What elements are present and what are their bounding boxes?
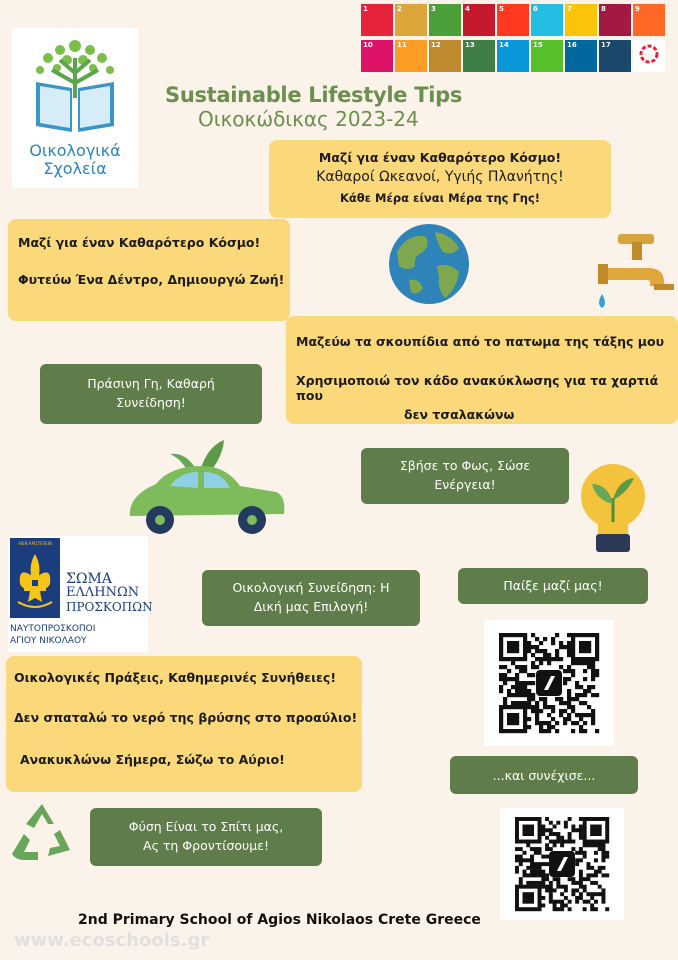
eco-schools-logo [12, 28, 138, 188]
tip-text: Μαζί για έναν Καθαρότερο Κόσμο! [318, 150, 562, 165]
recycle-icon [8, 800, 76, 866]
qr-code-continue[interactable] [500, 808, 624, 920]
school-footer: 2nd Primary School of Agios Nikolaos Crete Greece [78, 912, 481, 928]
eco-logo-text-2: Σχολεία [43, 159, 107, 178]
slogan-text: Πράσινη Γη, Καθαρή [87, 376, 215, 391]
sdg-goal-number: 11 [397, 41, 407, 49]
slogan-green-earth [40, 364, 262, 424]
tip-text: Μαζί για έναν Καθαρότερο Κόσμο! [18, 235, 261, 250]
qr-code-graphic [484, 620, 614, 746]
watermark: www.ecoschools.gr [14, 930, 210, 951]
scouts-name-3: ΠΡΟΣΚΟΠΩΝ [66, 600, 153, 614]
tip-text: δεν τσαλακώνω [404, 407, 515, 422]
sdg-goal-number: 1 [363, 5, 368, 13]
slogan-continue [450, 756, 638, 794]
slogan-eco-conscience [202, 570, 420, 626]
sdg-goal-number: 5 [499, 5, 504, 13]
qr-code-graphic [500, 808, 624, 920]
sdg-goal-11-icon [395, 40, 427, 72]
slogan-text: Δική μας Επιλογή! [253, 599, 369, 614]
sdg-goal-1-icon [361, 4, 393, 36]
sdg-goal-16-icon [565, 40, 597, 72]
globe-icon [387, 222, 471, 306]
sdg-goal-6-icon [531, 4, 563, 36]
tip-text: Φυτεύω Ένα Δέντρο, Δημιουργώ Ζωή! [18, 272, 285, 287]
sdg-goal-5-icon [497, 4, 529, 36]
tip-text: Ανακυκλώνω Σήμερα, Σώζω το Αύριο! [20, 752, 285, 767]
sdg-goal-number: 7 [567, 5, 572, 13]
scouts-sub-1: ΝΑΥΤΟΠΡΟΣΚΟΠΟΙ [10, 624, 96, 634]
slogan-nature-home [90, 808, 322, 866]
sdg-grid [361, 4, 673, 74]
tip-text: Δεν σπαταλώ το νερό της βρύσης στο προαύλιο! [14, 710, 358, 725]
sdg-goal-2-icon [395, 4, 427, 36]
scouts-logo [8, 536, 153, 652]
sdg-goal-number: 6 [533, 5, 538, 13]
eco-car-icon [126, 436, 288, 538]
slogan-text: Οικολογική Συνείδηση: Η [232, 580, 390, 595]
sdg-goal-12-icon [429, 40, 461, 72]
sdg-wheel-icon [633, 40, 665, 72]
tip-text: Οικολογικές Πράξεις, Καθημερινές Συνήθειες! [14, 670, 337, 685]
sdg-goal-17-icon [599, 40, 631, 72]
sdg-goal-3-icon [429, 4, 461, 36]
eco-logo-text-1: Οικολογικά [29, 141, 121, 160]
sdg-goal-number: 17 [601, 41, 611, 49]
tip-text: Μαζεύω τα σκουπίδια από το πατωμα της τάξης μου [296, 334, 665, 349]
sdg-goal-number: 9 [635, 5, 640, 13]
lightbulb-icon [578, 460, 648, 556]
sdg-goal-number: 13 [465, 41, 475, 49]
sdg-goal-4-icon [463, 4, 495, 36]
faucet-icon [590, 228, 674, 320]
scouts-name-1: ΣΩΜΑ [66, 571, 112, 587]
tip-box-classroom [286, 316, 678, 424]
sdg-goal-number: 16 [567, 41, 577, 49]
slogan-text: Συνείδηση! [116, 395, 186, 410]
page-title: Sustainable Lifestyle Tips [165, 83, 463, 107]
qr-code-game[interactable] [484, 620, 614, 746]
sdg-goal-number: 15 [533, 41, 543, 49]
sdg-goal-number: 4 [465, 5, 470, 13]
sdg-goal-8-icon [599, 4, 631, 36]
sdg-goal-13-icon [463, 40, 495, 72]
slogan-turn-off-light [361, 448, 569, 504]
page-subtitle: Οικοκώδικας 2023-24 [198, 107, 419, 131]
slogan-text: Παίξε μαζί μας! [503, 578, 603, 593]
tip-box-daily-habits [6, 656, 362, 792]
tip-box-plant-tree [8, 219, 290, 321]
slogan-text: Σβήσε το Φως, Σώσε [399, 458, 531, 473]
sdg-goal-10-icon [361, 40, 393, 72]
slogan-text: ...και συνέχισε... [492, 768, 596, 783]
fleur-de-lis-icon [10, 546, 60, 616]
sdg-goal-number: 8 [601, 5, 606, 13]
sdg-goal-number: 14 [499, 41, 509, 49]
slogan-text: Ενέργεια! [434, 477, 496, 492]
scouts-badge-motto: ΑΙΕΝ ΑΡΙΣΤΕΥΕΙΝ [18, 541, 52, 546]
sdg-goal-7-icon [565, 4, 597, 36]
slogan-play-with-us [458, 568, 648, 604]
tip-text: Κάθε Μέρα είναι Μέρα της Γης! [339, 191, 541, 205]
slogan-text: Φύση Είναι το Σπίτι μας, [128, 819, 284, 834]
scouts-name-2: ΕΛΛΗΝΩΝ [66, 585, 140, 600]
scouts-badge [10, 538, 60, 618]
sdg-goal-number: 3 [431, 5, 436, 13]
tree-book-icon [12, 28, 138, 138]
sdg-goal-14-icon [497, 40, 529, 72]
sdg-goal-15-icon [531, 40, 563, 72]
slogan-text: Ας τη Φροντίσουμε! [143, 838, 269, 853]
tip-text: Καθαροί Ωκεανοί, Υγιής Πλανήτης! [316, 169, 564, 185]
sdg-goal-number: 12 [431, 41, 441, 49]
tip-box-clean-oceans [269, 140, 611, 218]
sdg-goal-number: 2 [397, 5, 402, 13]
sdg-goal-number: 10 [363, 41, 373, 49]
scouts-sub-2: ΑΓΙΟΥ ΝΙΚΟΛΑΟΥ [10, 636, 87, 646]
tip-text: Χρησιμοποιώ τον κάδο ανακύκλωσης για τα χαρτιά που [296, 373, 659, 403]
sdg-goal-9-icon [633, 4, 665, 36]
